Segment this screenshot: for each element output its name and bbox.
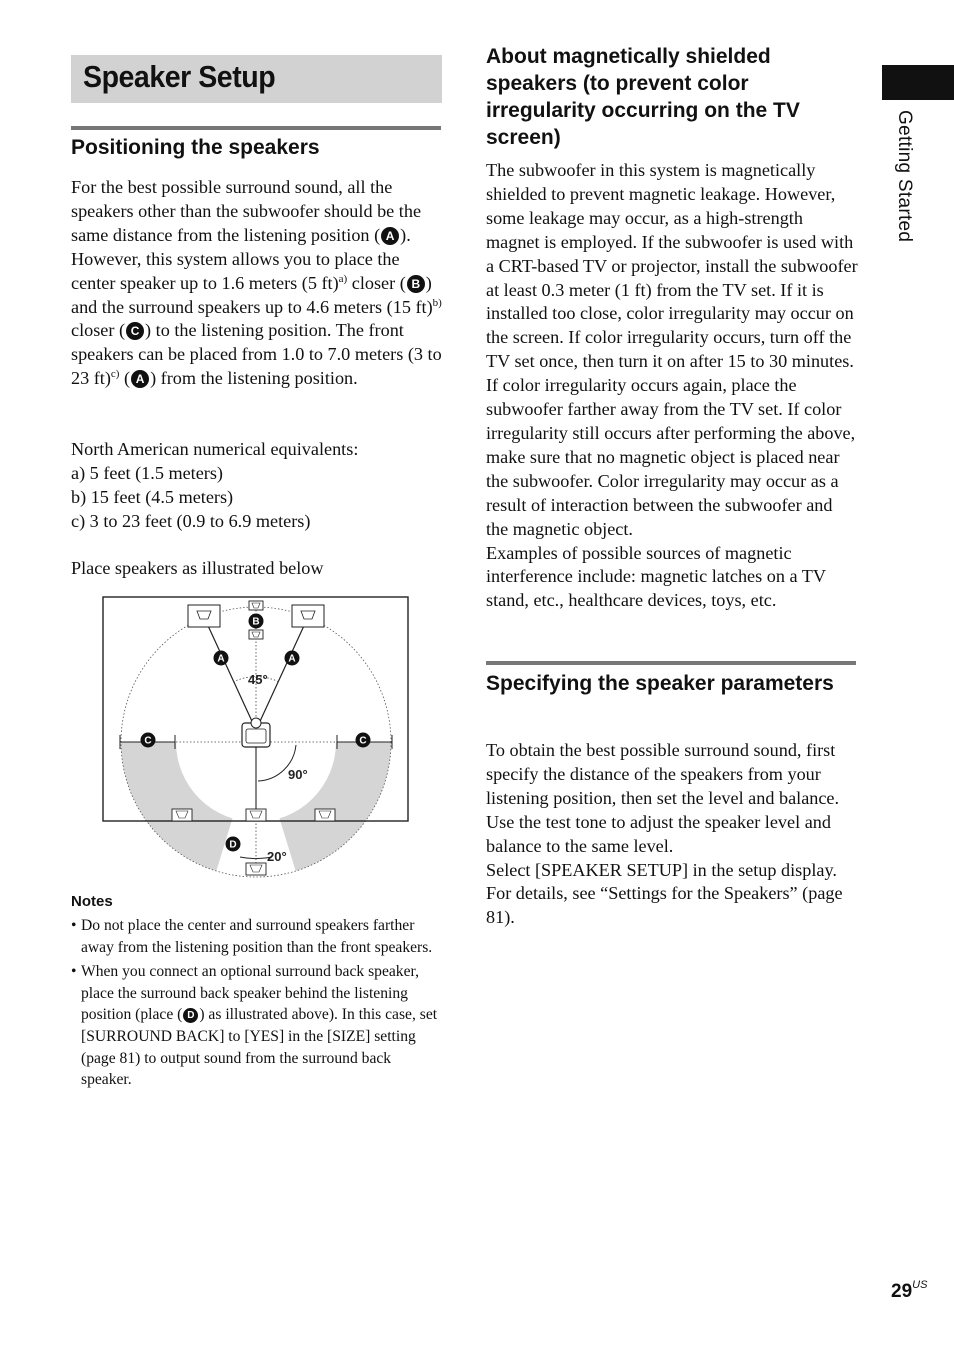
note-item <box>71 961 443 1091</box>
bullet: • <box>71 963 77 981</box>
page-title-bar <box>71 55 442 103</box>
footnote-ref: a) <box>338 272 348 285</box>
text-run: ( <box>119 368 131 389</box>
text-run: closer ( <box>71 320 126 341</box>
center-speaker-near <box>249 630 263 639</box>
positioning-paragraph <box>71 176 443 391</box>
page-title: Speaker Setup <box>83 59 276 94</box>
angle-label-90: 90° <box>288 767 308 782</box>
section-heading-parameters: Specifying the speaker parameters <box>486 672 834 695</box>
diagram-marker-a-left: A <box>217 653 225 665</box>
section-rule <box>71 126 441 130</box>
interference-paragraph: Examples of possible sources of magnetic interference include: magnetic latches on a TV stand, etc., healthcare devices, toys, etc. <box>486 542 826 611</box>
footnote-ref: b) <box>432 296 442 309</box>
section-tab-marker <box>882 65 954 100</box>
diagram-intro: Place speakers as illustrated below <box>71 558 324 578</box>
footnote-ref: c) <box>110 368 120 381</box>
notes-list <box>71 915 443 1094</box>
front-left-speaker <box>188 605 220 627</box>
equivalents-block <box>71 438 443 534</box>
diagram-marker-d: D <box>229 839 237 851</box>
positioning-text <box>71 176 443 391</box>
diagram-marker-a-right: A <box>288 653 296 665</box>
magnetic-text <box>486 159 858 613</box>
angle-label-45: 45° <box>248 672 268 687</box>
marker-d: D <box>183 1008 198 1023</box>
page-region-suffix: US <box>912 1279 928 1291</box>
section-heading-magnetic: About magnetically shielded speakers (to prevent color irregularity occurring on the TV screen) <box>486 45 800 149</box>
text-run: ) and the surround speakers up to 4.6 meters (15 ft) <box>71 272 433 317</box>
note-text: Do not place the center and surround speakers farther away from the listening position than the front speakers. <box>81 917 433 956</box>
parameters-paragraph: To obtain the best possible surround sound, first specify the distance of the speakers from your listening position, then set the level and balance. Use the test tone to adjust the speaker level and balance to the same level. <box>486 740 840 856</box>
text-run: For the best possible surround sound, all the speakers other than the subwoofer should be the same distance from the listening position ( <box>71 177 422 245</box>
marker-a: A <box>381 227 399 245</box>
page-number <box>891 1281 927 1303</box>
equivalent-b: b) 15 feet (4.5 meters) <box>71 486 234 507</box>
parameters-text <box>486 739 858 930</box>
bullet: • <box>71 917 77 934</box>
text-run: closer ( <box>347 272 406 293</box>
note-text: When you connect an optional surround back speaker, place the surround back speaker behind the listening position (place ( <box>81 963 419 1024</box>
marker-c: C <box>126 322 144 340</box>
angle-label-20: 20° <box>267 849 287 864</box>
front-right-speaker <box>292 605 324 627</box>
speaker-placement-diagram <box>100 595 412 880</box>
setup-paragraph: Select [SPEAKER SETUP] in the setup display. For details, see “Settings for the Speakers” (page 81). <box>486 859 843 928</box>
equivalents-heading: North American numerical equivalents: <box>71 439 359 459</box>
note-text: ) as illustrated above). In this case, set [SURROUND BACK] to [YES] in the [SIZE] setting (page 81) to output sound from the surround back speaker. <box>81 1006 438 1089</box>
notes-heading: Notes <box>71 893 113 910</box>
equivalent-c: c) 3 to 23 feet (0.9 to 6.9 meters) <box>71 510 311 531</box>
text-run: ). However, this system allows you to place the center speaker up to 1.6 meters (5 ft) <box>71 224 411 293</box>
note-item <box>71 915 443 958</box>
marker-b: B <box>407 275 425 293</box>
text-run: ) to the listening position. The front speakers can be placed from 1.0 to 7.0 meters (3 to 23 ft) <box>71 320 442 389</box>
diagram-marker-b: B <box>252 616 260 628</box>
center-speaker-far <box>249 601 263 610</box>
magnetic-paragraph: The subwoofer in this system is magnetically shielded to prevent magnetic leakage. However, some leakage may occur, as a high-strength magnet is employed. If the subwoofer is used with a CRT-based TV or projector, install the subwoofer at least 0.3 meter (1 ft) from the TV set. If it is installed too close, color irregularity may occur on the screen. If color irregularity occurs, turn off the TV set once, then turn it on after 15 to 30 minutes. If color irregularity occurs again, place the subwoofer farther away from the TV set. If color irregularity still occurs after performing the above, make sure that no magnetic object is placed near the subwoofer. Color irregularity may occur as a result of interaction between the subwoofer and the magnetic object. <box>486 160 858 539</box>
section-tab-label: Getting Started <box>894 110 915 243</box>
equivalent-a: a) 5 feet (1.5 meters) <box>71 462 223 483</box>
section-rule <box>486 661 856 665</box>
text-run: ) from the listening position. <box>150 368 358 389</box>
page-number-value: 29 <box>891 1281 913 1302</box>
diagram-marker-c-left: C <box>144 735 152 747</box>
section-heading-positioning: Positioning the speakers <box>71 136 320 159</box>
diagram-marker-c-right: C <box>359 735 367 747</box>
marker-a: A <box>131 370 149 388</box>
